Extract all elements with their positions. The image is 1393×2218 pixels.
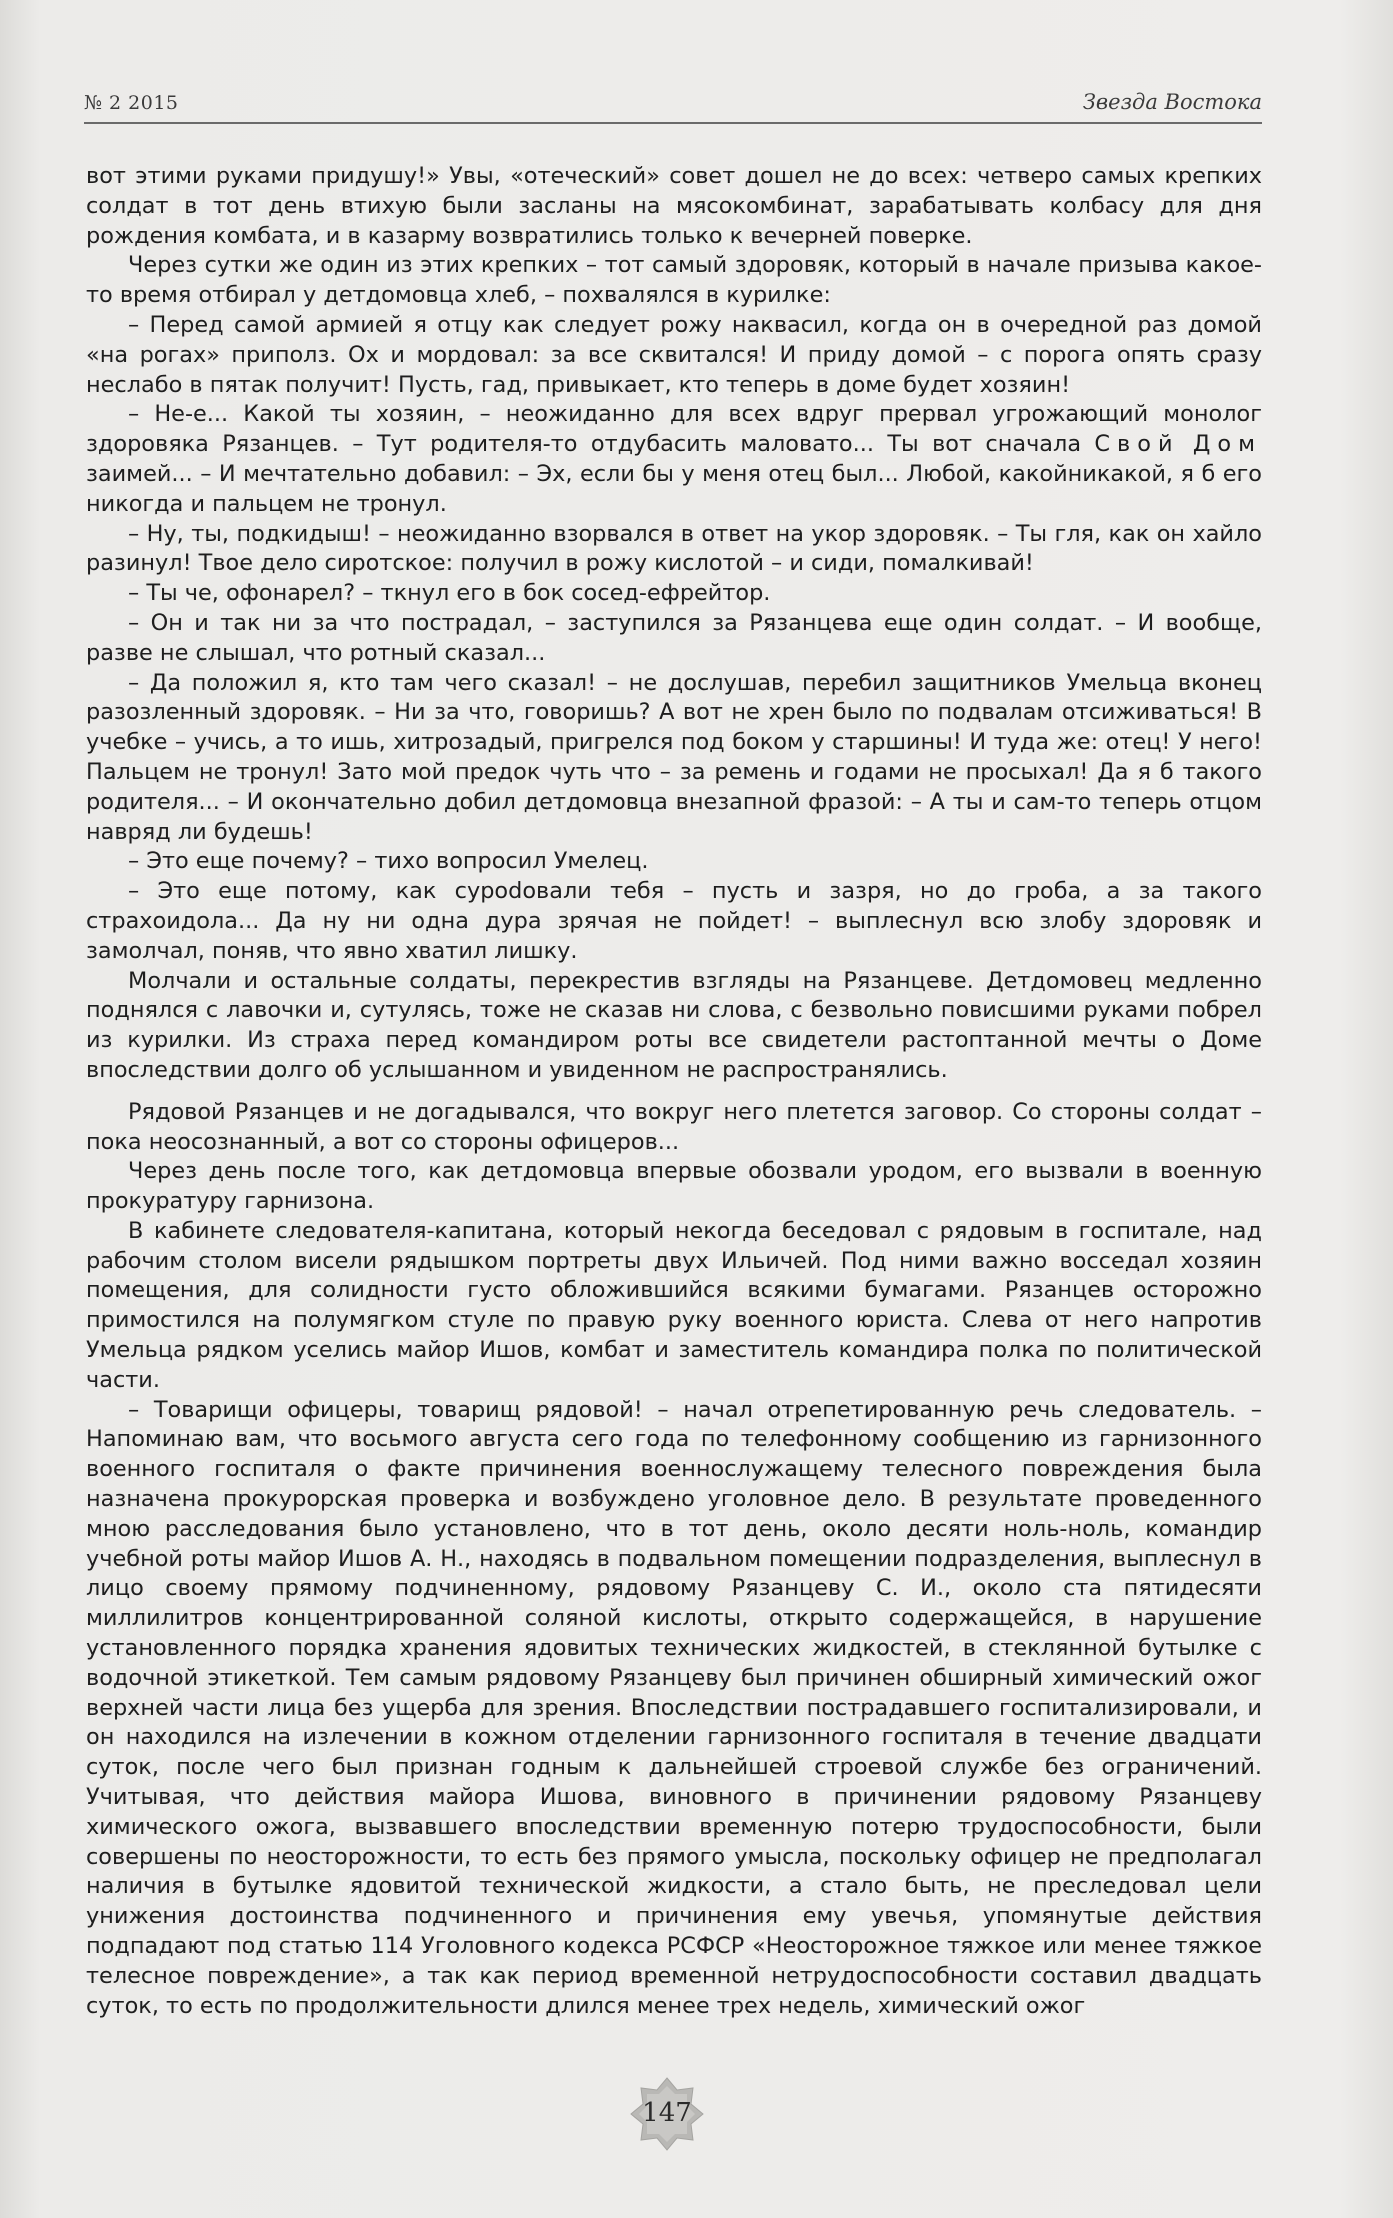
paragraph: – Ты че, офонарел? – ткнул его в бок сосед-ефрейтор. — [128, 580, 771, 607]
paragraph: вот этими руками придушу!» Увы, «отеческий» совет дошел не до всех: четверо самых крепких солдат в тот день втихую были засланы на мясокомбинат, зарабатывать колбасу для дня рождения комбата, и в казарму возвратились только к вечерней поверке. — [86, 163, 1262, 249]
paragraph: Молчали и остальные солдаты, перекрестив взгляды на Рязанцеве. Детдомовец медленно поднялся с лавочки и, сутулясь, тоже не сказав ни слова, с безвольно повисшими руками побрел из курилки. Из страха перед командиром роты все свидетели растоптанной мечты о Доме впоследствии долго об услышанном и увиденном не распространялись. — [86, 967, 1262, 1083]
paragraph: – Это еще почему? – тихо вопросил Умелец. — [128, 848, 649, 875]
emphasis-word: Свой — [1094, 431, 1180, 458]
paragraph: – Товарищи офицеры, товарищ рядовой! – начал отрепетированную речь следователь. – Напоминаю вам, что восьмого августа сего года по телефонному сообщению из гарнизонного военного госпиталя о факте причинения военнослужащему телесного повреждения была назначена прокурорская проверка и возбуждено уголовное дело. В результате проведенного мною расследования было установлено, что в тот день, около десяти ноль-ноль, командир учебной роты майор Ишов А. Н., находясь в подвальном помещении подразделения, выплеснул в лицо своему прямому подчиненному, рядовому Рязанцеву С. И., около ста пятидесяти миллилитров концентрированной соляной кислоты, открыто содержащейся, в нарушение установленного порядка хранения ядовитых технических жидкостей, в стеклянной бутылке с водочной этикеткой. Тем самым рядовому Рязанцеву был причинен обширный химический ожог верхней части лица без ущерба для зрения. Впоследствии пострадавшего госпитализировали, и он находился на излечении в кожном отделении гарнизонного госпиталя в течение двадцати суток, после чего был признан годным к дальнейшей строевой службе без ограничений. Учитывая, что действия майора Ишова, виновного в причинении рядовому Рязанцеву химического ожога, вызвавшего впоследствии временную потерю трудоспособности, были совершены по неосторожности, то есть без прямого умысла, поскольку офицер не предполагал наличия в бутылке ядовитой технической жидкости, а стало быть, не преследовал цели унижения достоинства подчиненного и причинения ему увечья, упомянутые действия подпадают под статью 114 Уголовного кодекса РСФСР «Неосторожное тяжкое или менее тяжкое телесное повреждение», а так как период временной нетрудоспособности составил двадцать суток, то есть по продолжительности длился менее трех недель, химический ожог — [86, 1396, 1262, 2019]
paragraph: В кабинете следователя-капитана, который некогда беседовал с рядовым в госпитале, над рабочим столом висели рядышком портреты двух Ильичей. Под ними важно восседал хозяин помещения, для солидности густо обложившийся всякими бумагами. Рязанцев осторожно примостился на полумягком стуле по правую руку военного юриста. Слева от него напротив Умельца рядком уселись майор Ишов, комбат и заместитель командира полка по политической части. — [86, 1217, 1262, 1393]
paragraph-fragment: заимей... – И мечтательно добавил: – Эх, если бы у меня отец был... Любой, какойникакой, я б его никогда и пальцем не тронул. — [86, 460, 1262, 517]
paragraph: Рядовой Рязанцев и не догадывался, что вокруг него плетется заговор. Со стороны солдат – пока неосознанный, а вот со стороны офицеров... — [86, 1098, 1262, 1155]
issue-number: № 2 2015 — [84, 92, 179, 114]
page-number: 147 — [642, 2098, 692, 2128]
paragraph: – Перед самой армией я отцу как следует рожу наквасил, когда он в очередной раз домой «на рогах» приполз. Ох и мордовал: за все сквитался! И приду домой – с порога опять сразу неслабо в пятак получит! Пусть, гад, привыкает, кто теперь в доме будет хозяин! — [86, 311, 1262, 398]
running-header — [84, 88, 1262, 118]
paragraph — [86, 400, 1262, 519]
page-number-badge — [629, 2076, 705, 2152]
paragraph: – Он и так ни за что пострадал, – заступился за Рязанцева еще один солдат. – И вообще, разве не слышал, что ротный сказал... — [86, 609, 1262, 666]
paragraph: Через день после того, как детдомовца впервые обозвали уродом, его вызвали в военную прокуратуру гарнизона. — [86, 1158, 1262, 1215]
emphasis-word: Дом — [1192, 431, 1262, 458]
journal-title: Звезда Востока — [1082, 90, 1262, 114]
header-rule — [84, 122, 1262, 124]
paragraph: – Это еще потому, как сурodовали тебя – пусть и зазря, но до гроба, а за такого страхоидола... Да ну ни одна дура зрячая не пойдет! – выплеснул всю злобу здоровяк и замолчал, поняв, что явно хватил лишку. — [86, 878, 1262, 964]
paragraph: – Да положил я, кто там чего сказал! – не дослушав, перебил защитников Умельца вконец разозленный здоровяк. – Ни за что, говоришь? А вот не хрен было по подвалам отсиживаться! В учебке – учись, а то ишь, хитрозадый, пригрелся под боком у старшины! И туда же: отец! У него! Пальцем не тронул! Зато мой предок чуть что – за ремень и годами не просыхал! Да я б такого родителя... – И окончательно добил детдомовца внезапной фразой: – А ты и сам-то теперь отцом навряд ли будешь! — [86, 669, 1262, 845]
paragraph: – Ну, ты, подкидыш! – неожиданно взорвался в ответ на укор здоровяк. – Ты гля, как он хайло разинул! Твое дело сиротское: получил в рожу кислотой – и сиди, помалкивай! — [86, 520, 1262, 577]
paragraph: Через сутки же один из этих крепких – тот самый здоровяк, который в начале призыва какое-то время отбирал у детдомовца хлеб, – похвалялся в курилке: — [86, 252, 1262, 309]
article-body — [86, 162, 1262, 2021]
paragraph-fragment: – Не-е... Какой ты хозяин, – неожиданно для всех вдруг прервал угрожающий монолог здоровяка Рязанцев. – Тут родителя-то отдубасить маловато... Ты вот сначала — [86, 401, 1262, 458]
